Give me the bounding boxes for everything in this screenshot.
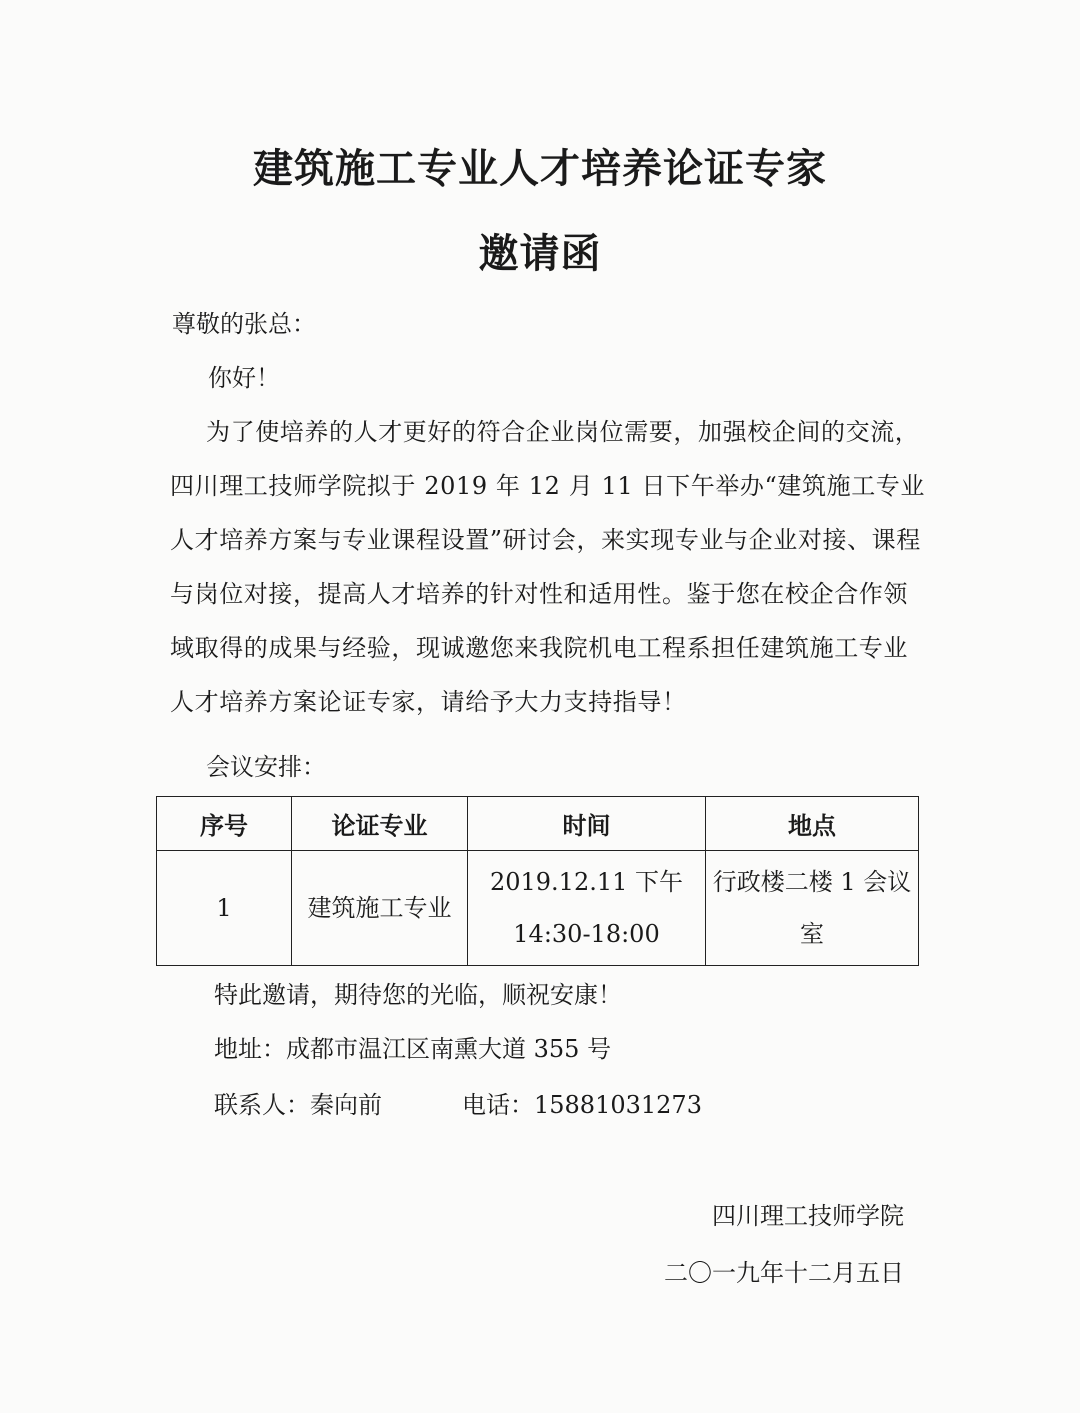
closing-line: 特此邀请，期待您的光临，顺祝安康！ (214, 981, 622, 1009)
document-subtitle: 邀请函 (478, 231, 602, 277)
cell-place (706, 851, 919, 966)
cell-time-date: 2019.12.11 下午 (489, 868, 684, 896)
body-paragraph: 为了使培养的人才更好的符合企业岗位需要，加强校企间的交流，四川理工技师学院拟于 2019 年 12 月 11 日下午举办“建筑施工专业人才培养方案与专业课程设置”研讨会，来实现专业与企业对接、课程与岗位对接，提高人才培养的针对性和适用性。鉴于您在校企合作领域取得的成果与经验，现诚邀您来我院机电工程系担任建筑施工专业人才培养方案论证专家，请给予大力支持指导！ (170, 418, 925, 716)
contact-phone: 电话：15881031273 (462, 1091, 702, 1119)
header-place: 地点 (706, 797, 919, 851)
address-line: 地址：成都市温江区南熏大道 355 号 (214, 1035, 612, 1063)
greeting: 你好！ (208, 364, 280, 392)
header-time: 时间 (468, 797, 706, 851)
schedule-label: 会议安排： (206, 753, 326, 781)
cell-major: 建筑施工专业 (292, 851, 468, 966)
table-header-row (157, 797, 919, 851)
schedule-table (156, 796, 919, 966)
cell-time-range: 14:30-18:00 (513, 920, 660, 948)
cell-place-line2: 室 (800, 920, 824, 948)
header-major: 论证专业 (292, 797, 468, 851)
header-no: 序号 (157, 797, 292, 851)
cell-no: 1 (157, 851, 292, 966)
table-row (157, 851, 919, 966)
cell-place-line1: 行政楼二楼 1 会议 (712, 868, 912, 896)
contact-person: 联系人：秦向前 (214, 1091, 382, 1119)
cell-time (468, 851, 706, 966)
document-title: 建筑施工专业人才培养论证专家 (253, 146, 827, 192)
signature-date: 二〇一九年十二月五日 (664, 1259, 904, 1287)
salutation: 尊敬的张总： (172, 310, 316, 338)
signature-organization: 四川理工技师学院 (712, 1202, 904, 1230)
